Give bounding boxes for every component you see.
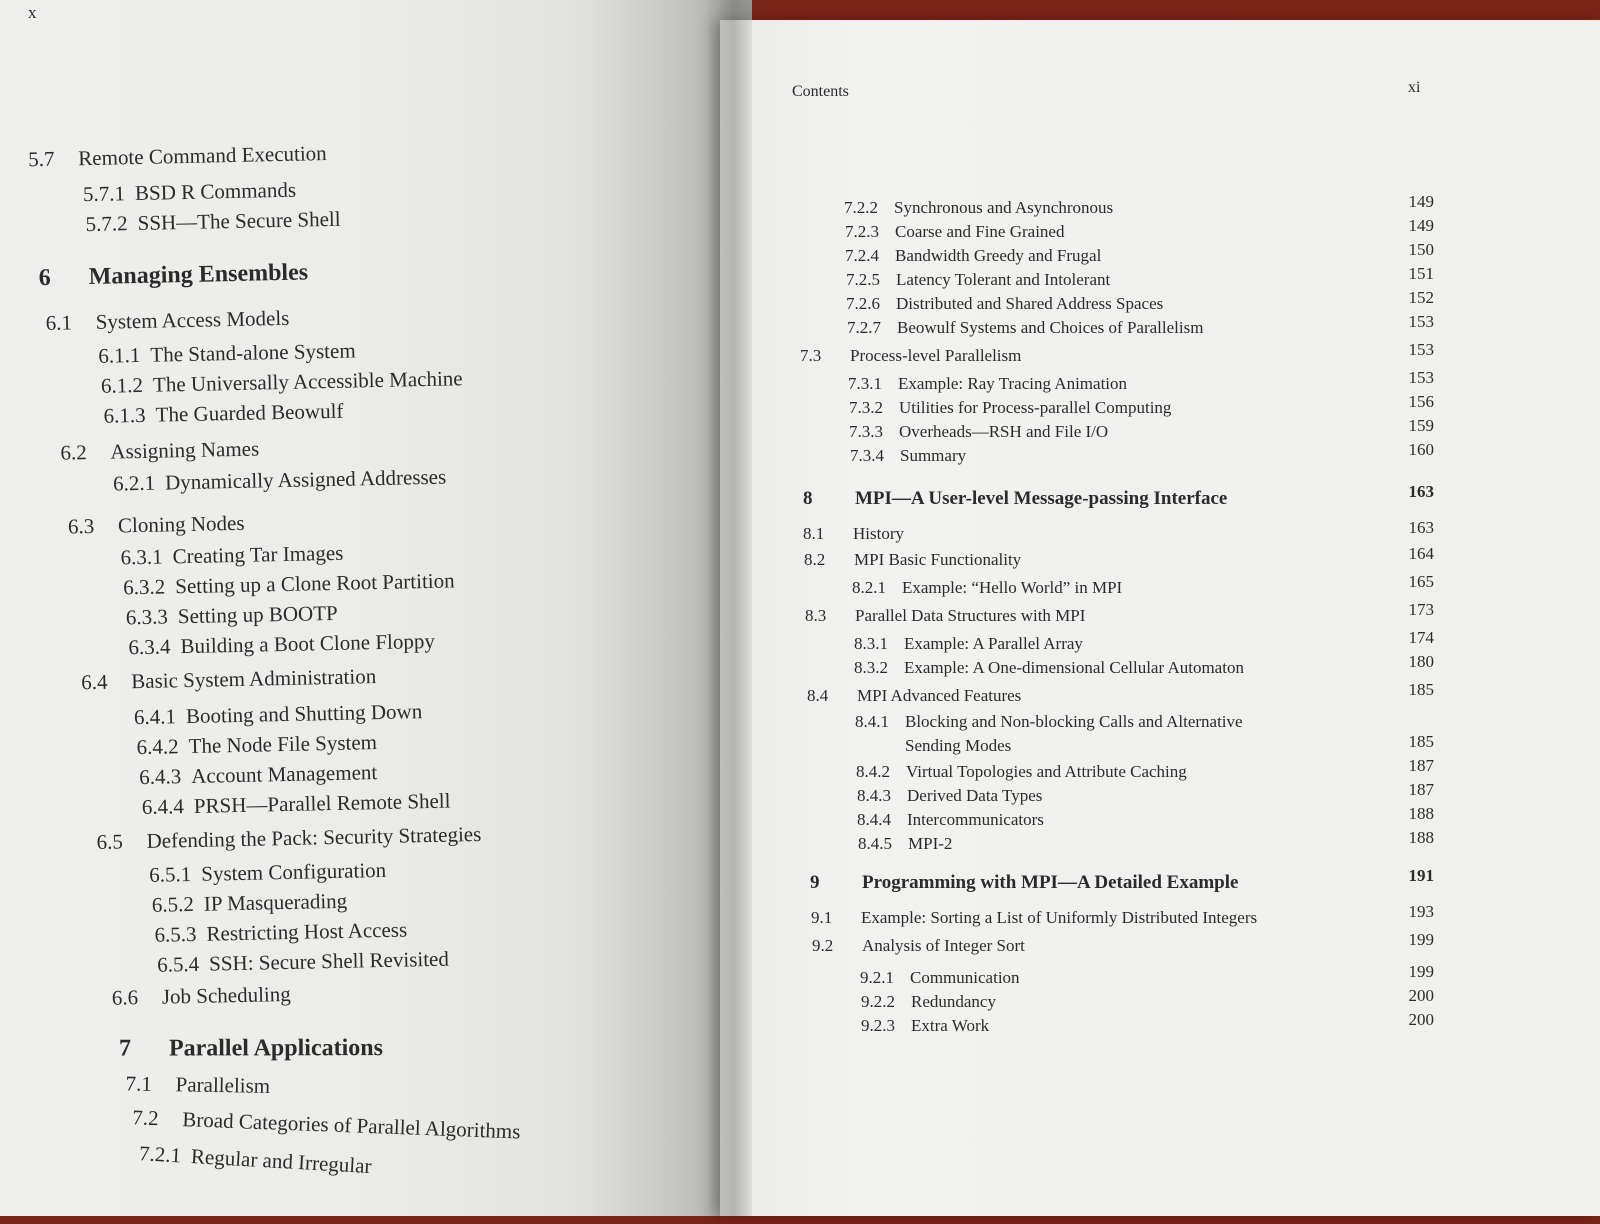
toc-subsection-row	[123, 568, 455, 600]
toc-number: 6.4	[80, 669, 108, 695]
toc-title: System Access Models	[95, 305, 290, 334]
toc-number: 5.7.2	[85, 211, 128, 237]
toc-title: BSD R Commands	[134, 177, 297, 206]
toc-page-number: 188	[1408, 828, 1434, 847]
toc-subsection-row	[720, 416, 1480, 446]
toc-title: Example: “Hello World” in MPI	[902, 578, 1123, 597]
toc-title: MPI Basic Functionality	[854, 550, 1022, 569]
toc-title: Utilities for Process-parallel Computing	[899, 398, 1172, 417]
toc-subsection-row	[138, 1141, 372, 1179]
toc-number: 6.3.1	[120, 544, 163, 570]
toc-section-row	[720, 340, 1480, 370]
toc-subsection-row	[720, 440, 1480, 470]
toc-title: System Configuration	[201, 857, 387, 886]
toc-title: Booting and Shutting Down	[185, 699, 423, 729]
toc-page-number: 185	[1408, 732, 1434, 751]
toc-subsection-row	[720, 628, 1480, 658]
right-page-number: xi	[1408, 79, 1421, 96]
toc-number: 7	[118, 1035, 131, 1062]
toc-title: The Guarded Beowulf	[155, 398, 344, 427]
toc-subsection-row	[152, 889, 348, 918]
toc-section-row	[125, 1071, 270, 1099]
toc-title: The Stand-alone System	[150, 338, 356, 367]
toc-section-row	[132, 1105, 521, 1144]
toc-number: 8.4.2	[856, 762, 890, 781]
toc-number: 6.2.1	[112, 470, 156, 496]
toc-subsection-row	[720, 780, 1480, 810]
toc-subsection-row	[720, 572, 1480, 602]
toc-number: 9.2.3	[861, 1016, 895, 1035]
toc-section-row	[68, 511, 245, 540]
toc-title: Synchronous and Asynchronous	[894, 198, 1114, 217]
toc-number: 7.3.4	[850, 446, 884, 465]
toc-section-row	[96, 822, 481, 855]
toc-number: 6.4.3	[138, 764, 182, 790]
toc-subsection-row	[720, 756, 1480, 786]
toc-page-number: 180	[1408, 652, 1434, 671]
toc-chapter-row	[720, 482, 1480, 512]
toc-subsection-row	[128, 629, 435, 660]
toc-number: 7.3	[800, 346, 822, 365]
toc-title: Blocking and Non-blocking Calls and Alternative	[905, 712, 1243, 731]
toc-page-number: 151	[1408, 264, 1434, 283]
toc-number: 7.2.3	[845, 222, 879, 241]
toc-title: SSH—The Secure Shell	[137, 206, 341, 235]
toc-number: 6	[38, 264, 52, 292]
toc-section-row	[720, 600, 1480, 630]
toc-title: Managing Ensembles	[88, 259, 309, 291]
toc-subsection-row	[720, 216, 1480, 246]
toc-number: 8.2	[804, 550, 826, 569]
toc-number: 7.2.7	[847, 318, 881, 337]
toc-number: 9	[810, 872, 820, 893]
toc-page-number: 153	[1408, 368, 1434, 387]
toc-subsection-row	[142, 789, 451, 820]
toc-title: The Node File System	[188, 730, 378, 759]
toc-subsection-row	[720, 1010, 1480, 1040]
toc-number: 7.3.2	[849, 398, 883, 417]
toc-number: 7.2.6	[846, 294, 880, 313]
toc-subsection-row	[720, 962, 1480, 992]
toc-subsection-row	[720, 986, 1480, 1016]
toc-subsection-row	[126, 601, 338, 630]
toc-section-row	[720, 544, 1480, 574]
toc-number: 7.2.2	[844, 198, 878, 217]
toc-title: Broad Categories of Parallel Algorithms	[181, 1107, 521, 1144]
toc-number: 6.1.3	[103, 402, 146, 428]
toc-subsection-row	[720, 312, 1480, 342]
toc-number: 6.5.4	[156, 951, 200, 977]
toc-title: Latency Tolerant and Intolerant	[896, 270, 1111, 289]
toc-subsection-row	[720, 712, 1480, 755]
toc-chapter-row	[119, 1035, 383, 1062]
toc-page-number: 159	[1408, 416, 1434, 435]
toc-title: Dynamically Assigned Addresses	[164, 464, 447, 495]
toc-number: 6.3.4	[128, 634, 171, 660]
toc-page-number: 173	[1408, 600, 1434, 619]
right-page	[720, 20, 1600, 1216]
toc-page-number: 200	[1408, 986, 1434, 1005]
toc-number: 8.4.1	[855, 712, 889, 731]
toc-title: Defending the Pack: Security Strategies	[146, 821, 482, 853]
toc-title: MPI—A User-level Message-passing Interface	[855, 488, 1228, 509]
toc-title: Virtual Topologies and Attribute Caching	[906, 762, 1187, 781]
toc-number: 9.2.2	[861, 992, 895, 1011]
toc-title: Account Management	[190, 760, 378, 788]
toc-title: Example: Sorting a List of Uniformly Distributed Integers	[861, 908, 1258, 927]
toc-subsection-row	[83, 178, 297, 207]
toc-title: Extra Work	[911, 1016, 990, 1035]
toc-title: Creating Tar Images	[172, 540, 344, 569]
toc-page-number: 149	[1408, 192, 1434, 211]
toc-title: MPI-2	[908, 834, 953, 853]
toc-subsection-row	[720, 264, 1480, 294]
toc-number: 8.4.5	[858, 834, 892, 853]
toc-page-number: 153	[1408, 312, 1434, 331]
toc-title: Intercommunicators	[907, 810, 1044, 829]
toc-title: Basic System Administration	[130, 664, 377, 694]
toc-title: Regular and Irregular	[190, 1144, 373, 1179]
toc-number: 6.2	[60, 440, 87, 465]
toc-title: Setting up a Clone Root Partition	[174, 568, 455, 599]
toc-number: 8.2.1	[852, 578, 886, 597]
left-toc-list	[0, 0, 764, 1224]
toc-number: 6.3.3	[125, 604, 169, 630]
toc-title: MPI Advanced Features	[857, 686, 1022, 705]
toc-subsection-row	[154, 918, 407, 948]
toc-page-number: 191	[1408, 866, 1434, 885]
toc-title: Parallelism	[175, 1072, 271, 1098]
toc-section-row	[81, 664, 376, 695]
toc-subsection-row	[98, 338, 356, 368]
toc-number: 8.3.2	[854, 658, 888, 677]
toc-section-row	[28, 141, 327, 172]
toc-number: 6.1.2	[100, 372, 144, 398]
toc-title: The Universally Accessible Machine	[152, 366, 463, 397]
toc-section-row	[720, 902, 1480, 932]
toc-page-number: 165	[1408, 572, 1434, 591]
toc-title: Parallel Applications	[168, 1035, 383, 1062]
toc-subsection-row	[103, 399, 343, 429]
toc-chapter-row	[38, 259, 308, 292]
toc-number: 7.3.1	[848, 374, 882, 393]
toc-number: 6.5.1	[149, 862, 192, 887]
toc-number: 7.2.4	[845, 246, 879, 265]
toc-title: Example: Ray Tracing Animation	[898, 374, 1128, 393]
toc-number: 6.6	[111, 985, 139, 1010]
toc-subsection-row	[720, 192, 1480, 222]
left-page-number: x	[28, 3, 37, 22]
toc-title: Example: A Parallel Array	[904, 634, 1083, 653]
toc-title: Process-level Parallelism	[850, 346, 1022, 365]
toc-number: 7.2.5	[846, 270, 880, 289]
toc-subsection-row	[157, 947, 449, 978]
toc-number: 8.1	[803, 524, 825, 543]
toc-page-number: 156	[1408, 392, 1434, 411]
toc-number: 8.4	[807, 686, 829, 705]
toc-number: 7.1	[125, 1071, 153, 1096]
toc-number: 6.4.2	[136, 734, 179, 760]
toc-title: IP Masquerading	[203, 888, 348, 916]
toc-title: Redundancy	[911, 992, 996, 1011]
toc-number: 6.5	[96, 829, 124, 854]
toc-title: Analysis of Integer Sort	[862, 936, 1025, 955]
toc-title: Restricting Host Access	[206, 917, 408, 946]
toc-title: Communication	[910, 968, 1020, 987]
toc-number: 6.5.2	[151, 891, 195, 917]
toc-page-number: 160	[1408, 440, 1434, 459]
toc-title: History	[853, 524, 904, 543]
toc-subsection-row	[101, 366, 463, 399]
toc-title: Job Scheduling	[161, 981, 291, 1009]
toc-number: 6.4.1	[133, 704, 177, 730]
toc-title: Overheads—RSH and File I/O	[899, 422, 1109, 441]
toc-number: 9.2	[812, 936, 834, 955]
toc-page-number: 187	[1408, 780, 1434, 799]
toc-section-row	[720, 518, 1480, 548]
toc-number: 8.3.1	[854, 634, 888, 653]
toc-number: 6.1	[45, 310, 73, 335]
toc-number: 6.5.3	[154, 921, 197, 947]
toc-number: 7.2.1	[138, 1141, 182, 1168]
toc-number: 9.2.1	[860, 968, 894, 987]
toc-subsection-row	[720, 804, 1480, 834]
toc-subsection-row	[136, 730, 377, 760]
toc-title: Example: A One-dimensional Cellular Automaton	[904, 658, 1244, 677]
toc-page-number: 193	[1408, 902, 1434, 921]
toc-title: Assigning Names	[110, 436, 260, 464]
toc-page-number: 200	[1408, 1010, 1434, 1029]
toc-title: Cloning Nodes	[117, 510, 245, 538]
toc-title: Building a Boot Clone Floppy	[180, 628, 436, 659]
toc-title-continued: Sending Modes	[905, 736, 1012, 755]
toc-section-row	[45, 306, 289, 336]
toc-title: PRSH—Parallel Remote Shell	[193, 788, 451, 818]
toc-page-number: 199	[1408, 930, 1434, 949]
toc-number: 8.3	[805, 606, 827, 625]
toc-title: Parallel Data Structures with MPI	[855, 606, 1086, 625]
toc-section-row	[112, 982, 291, 1011]
running-header: Contents	[792, 83, 849, 100]
toc-section-row	[60, 436, 259, 465]
toc-subsection-row	[139, 760, 378, 790]
toc-number: 8.4.3	[857, 786, 891, 805]
toc-subsection-row	[720, 240, 1480, 270]
toc-number: 5.7.1	[82, 181, 126, 207]
toc-page-number: 153	[1408, 340, 1434, 359]
toc-number: 9.1	[811, 908, 833, 927]
toc-subsection-row	[120, 541, 343, 571]
toc-subsection-row	[720, 652, 1480, 682]
toc-page-number: 163	[1408, 518, 1434, 537]
toc-subsection-row	[149, 858, 386, 888]
toc-title: Coarse and Fine Grained	[895, 222, 1065, 241]
toc-number: 8	[803, 488, 813, 509]
toc-page-number: 152	[1408, 288, 1434, 307]
toc-number: 5.7	[28, 146, 55, 172]
toc-subsection-row	[720, 288, 1480, 318]
toc-section-row	[720, 930, 1480, 960]
toc-subsection-row	[85, 207, 340, 237]
toc-title: Summary	[900, 446, 967, 465]
toc-title: Derived Data Types	[907, 786, 1043, 805]
toc-number: 6.1.1	[98, 342, 141, 368]
toc-number: 7.2	[131, 1105, 160, 1131]
toc-title: Bandwidth Greedy and Frugal	[895, 246, 1102, 265]
toc-page-number: 185	[1408, 680, 1434, 699]
toc-page-number: 174	[1408, 628, 1434, 647]
toc-title: Setting up BOOTP	[177, 600, 338, 629]
toc-page-number: 188	[1408, 804, 1434, 823]
toc-chapter-row	[720, 866, 1480, 896]
toc-page-number: 164	[1408, 544, 1434, 563]
toc-page-number: 199	[1408, 962, 1434, 981]
toc-subsection-row	[720, 392, 1480, 422]
toc-title: SSH: Secure Shell Revisited	[208, 946, 450, 976]
toc-title: Programming with MPI—A Detailed Example	[862, 872, 1239, 893]
toc-number: 6.3.2	[123, 574, 166, 600]
toc-title: Distributed and Shared Address Spaces	[896, 294, 1164, 313]
toc-number: 6.3	[67, 513, 95, 539]
left-page	[0, 0, 752, 1216]
toc-page-number: 163	[1408, 482, 1434, 501]
toc-title: Remote Command Execution	[78, 141, 327, 171]
toc-title: Beowulf Systems and Choices of Parallelism	[897, 318, 1204, 337]
toc-subsection-row	[720, 368, 1480, 398]
toc-page-number: 150	[1408, 240, 1434, 259]
toc-subsection-row	[113, 465, 447, 497]
toc-subsection-row	[134, 699, 423, 730]
toc-page-number: 149	[1408, 216, 1434, 235]
toc-number: 7.3.3	[849, 422, 883, 441]
toc-number: 8.4.4	[857, 810, 891, 829]
toc-subsection-row	[720, 828, 1480, 858]
toc-number: 6.4.4	[141, 794, 185, 820]
toc-page-number: 187	[1408, 756, 1434, 775]
toc-section-row	[720, 680, 1480, 710]
